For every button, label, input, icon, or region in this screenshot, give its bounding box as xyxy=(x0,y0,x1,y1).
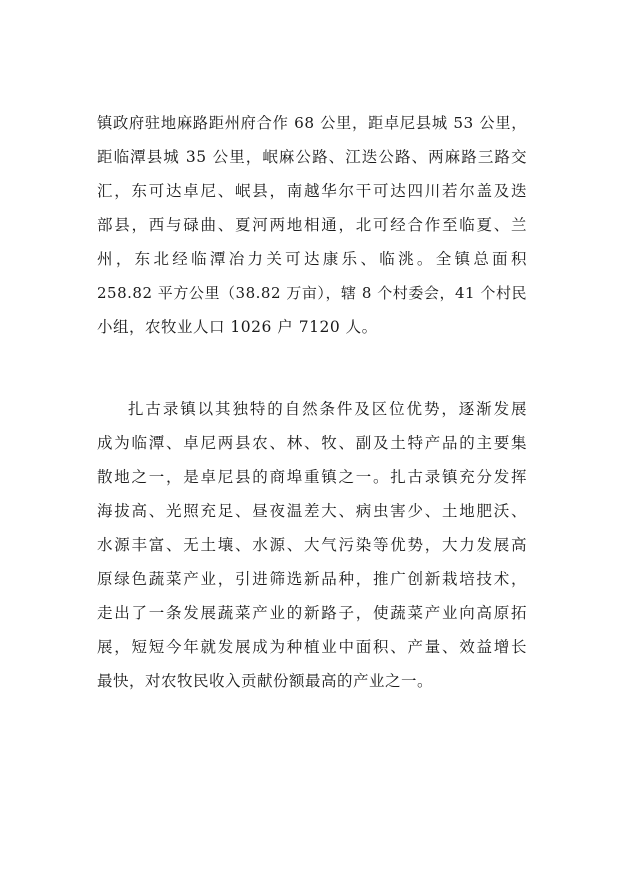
text-line: 部县，西与碌曲、夏河两地相通，北可经合作至临夏、兰 xyxy=(97,216,527,234)
text-line: 汇，东可达卓尼、岷县，南越华尔干可达四川若尔盖及迭 xyxy=(97,182,527,200)
paragraph-industry xyxy=(97,392,527,698)
text-line: 原绿色蔬菜产业，引进筛选新品种，推广创新栽培技术， xyxy=(97,570,527,588)
text-line: 距临潭县城 35 公里，岷麻公路、江迭公路、两麻路三路交 xyxy=(97,148,527,166)
text-line: 州，东北经临潭冶力关可达康乐、临洮。全镇总面积 xyxy=(97,250,527,268)
text-line: 水源丰富、无土壤、水源、大气污染等优势，大力发展高 xyxy=(97,536,527,554)
text-line: 最快，对农牧民收入贡献份额最高的产业之一。 xyxy=(97,672,434,690)
text-line: 258.82 平方公里（38.82 万亩），辖 8 个村委会，41 个村民 xyxy=(97,284,527,302)
text-line: 散地之一，是卓尼县的商埠重镇之一。扎古录镇充分发挥 xyxy=(97,468,527,486)
text-line: 小组，农牧业人口 1026 户 7120 人。 xyxy=(97,318,378,336)
text-line: 海拔高、光照充足、昼夜温差大、病虫害少、土地肥沃、 xyxy=(97,502,527,520)
text-line: 扎古录镇以其独特的自然条件及区位优势，逐渐发展 xyxy=(128,400,527,418)
text-line: 镇政府驻地麻路距州府合作 68 公里，距卓尼县城 53 公里， xyxy=(97,114,527,132)
text-line: 展，短短今年就发展成为种植业中面积、产量、效益增长 xyxy=(97,638,527,656)
paragraph-location xyxy=(97,106,527,344)
text-line: 成为临潭、卓尼两县农、林、牧、副及土特产品的主要集 xyxy=(97,434,527,452)
text-line: 走出了一条发展蔬菜产业的新路子，使蔬菜产业向高原拓 xyxy=(97,604,527,622)
